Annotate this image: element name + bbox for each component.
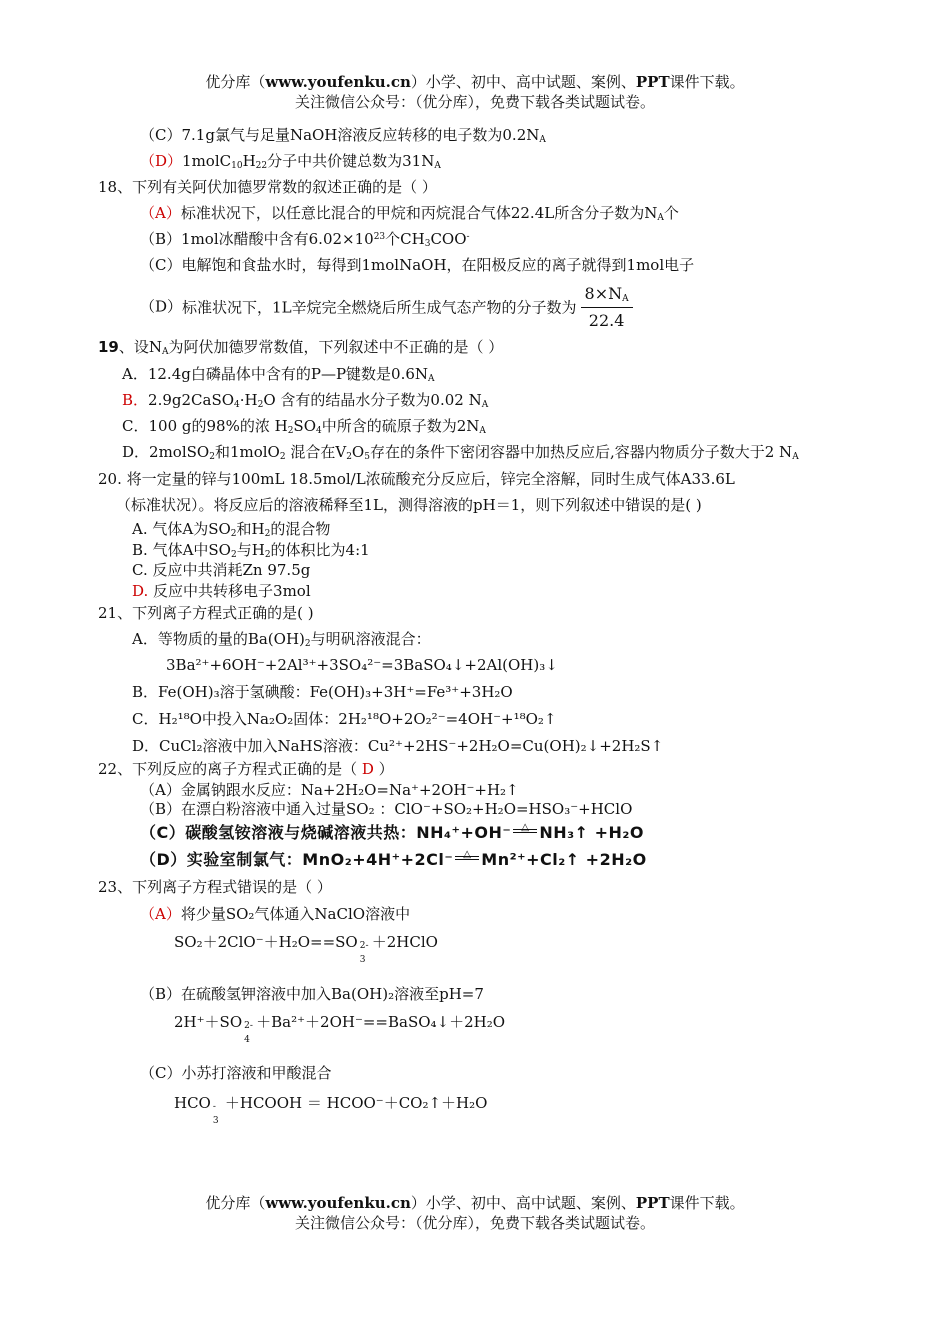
q22-option-d: （D）实验室制氯气：MnO₂+4H⁺+2Cl⁻ △ Mn²⁺+Cl₂↑ +2H₂O (140, 849, 647, 874)
q21-option-a-equation: 3Ba²⁺+6OH⁻+2Al³⁺+3SO₄²⁻=3BaSO₄↓+2Al(OH)₃↓ (166, 656, 558, 674)
q20-option-a: A. 气体A为$SO_2$和$H_2$的混合物 (132, 520, 331, 539)
q17-option-d: $(D)1molC_{10}H_{22}$分子中共价键总数为$31N_A$ (140, 152, 441, 171)
q22-option-c: （C）碳酸氢铵溶液与烧碱溶液共热：NH₄⁺+OH⁻ △ NH₃↑ +H₂O (140, 822, 644, 847)
q18-fraction: $\frac{8\times N_A}{22.4}$ (581, 283, 633, 332)
q23-option-b: （B）在硫酸氢钾溶液中加入Ba(OH)₂溶液至pH=7 (140, 985, 484, 1003)
q17-option-c: （C）7.1g氯气与足量NaOH溶液反应转移的电子数为$0.2N_A$ (140, 126, 546, 145)
q20-stem-line1: 20. 将一定量的锌与100mL 18.5mol/L浓硫酸充分反应后，锌完全溶解，同时生成气体A33.6L (98, 470, 735, 488)
footer-line-1: 优分库（www.youfenku.cn）小学、初中、高中试题、案例、PPT课件下载。 (205, 1194, 745, 1212)
header-line-2: 关注微信公众号：（优分库），免费下载各类试题试卷。 (294, 93, 655, 111)
q18-option-d: （D）标准状况下，1L辛烷完全燃烧后所生成气态产物的分子数为 $\frac{8\times N_A}{22.4}$ (140, 283, 633, 332)
q23-option-a: （A）将少量SO₂气体通入NaClO溶液中 (140, 905, 411, 923)
q21-option-c: C．H₂¹⁸O中投入Na₂O₂固体：2H₂¹⁸O+2O₂²⁻=4OH⁻+¹⁸O₂↑ (132, 710, 557, 728)
q19-option-c: C．100 g的98%的浓 $H_2SO_4$中所含的硫原子数为$2N_A$ (122, 417, 486, 436)
q20-option-c: C. 反应中共消耗Zn 97.5g (132, 561, 311, 579)
q19-stem: 19、设$N_A$为阿伏加德罗常数值，下列叙述中不正确的是（ ） (98, 338, 504, 357)
q22-stem: 22、下列反应的离子方程式正确的是（ D ） (98, 760, 394, 778)
q18-option-a: （A）标准状况下，以任意比混合的甲烷和丙烷混合气体22.4L所含分子数为$N_A$个 (140, 204, 679, 223)
q20-option-b: B. 气体A中$SO_2$与$H_2$的体积比为4:1 (132, 541, 370, 560)
q18-option-b: （B）1mol冰醋酸中含有$6.02\times 10^{23}$个$CH_3COO^-$ (140, 230, 470, 249)
q21-option-b: B．Fe(OH)₃溶于氢碘酸：Fe(OH)₃+3H⁺=Fe³⁺+3H₂O (132, 683, 513, 701)
q22-option-a: （A）金属钠跟水反应：Na+2H₂O=Na⁺+2OH⁻+H₂↑ (140, 781, 519, 799)
q19-option-b: B．$2.9g2CaSO_4\cdot H_2O$ 含有的结晶水分子数为0.02 $N_A$ (122, 391, 489, 410)
q20-option-d: D. 反应中共转移电子3mol (132, 582, 311, 600)
q17-d-label-red: （D） (140, 152, 183, 170)
q23-option-b-equation: 2H⁺＋SO 2- 4 ＋Ba²⁺＋2OH⁻==BaSO₄↓＋2H₂O (174, 1013, 506, 1045)
q21-option-d: D．CuCl₂溶液中加入NaHS溶液：Cu²⁺+2HS⁻+2H₂O=Cu(OH)₂↓+2H₂S↑ (132, 737, 664, 755)
q21-option-a: A．等物质的量的$Ba(OH)_2$与明矾溶液混合： (132, 630, 431, 649)
header-site-link[interactable]: www.youfenku.cn (265, 73, 411, 91)
heat-condition-equals-sign: △ (453, 849, 481, 874)
q23-option-c-equation: HCO - 3 ＋HCOOH ＝ HCOO⁻＋CO₂↑＋H₂O (174, 1094, 488, 1126)
q21-stem: 21、下列离子方程式正确的是( ) (98, 604, 314, 622)
q23-option-c: （C）小苏打溶液和甲酸混合 (140, 1064, 332, 1082)
q18-stem: 18、下列有关阿伏加德罗常数的叙述正确的是（ ） (98, 178, 437, 196)
q19-option-d: D．2molSO$_2$和1molO$_2$ 混合在$V_2O_5$存在的条件下密闭容器中加热反应后,容器内物质分子数大于2 $N_A$ (122, 443, 799, 462)
page-header (0, 72, 950, 112)
q22-answer: D (361, 760, 374, 778)
q20-stem-line2: （标准状况）。将反应后的溶液稀释至1L，测得溶液的pH＝1，则下列叙述中错误的是( ) (116, 496, 702, 514)
footer-line-2: 关注微信公众号：（优分库），免费下载各类试题试卷。 (294, 1214, 655, 1232)
q18-option-c: （C）电解饱和食盐水时，每得到1molNaOH，在阳极反应的离子就得到1mol电子 (140, 256, 695, 274)
heat-condition-equals-sign: △ (511, 822, 539, 847)
q23-stem: 23、下列离子方程式错误的是（ ） (98, 878, 332, 896)
page-footer (0, 1193, 950, 1233)
footer-site-link[interactable]: www.youfenku.cn (265, 1194, 411, 1212)
q22-option-b: （B）在漂白粉溶液中通入过量SO₂ ：ClO⁻+SO₂+H₂O=HSO₃⁻+HClO (140, 800, 633, 818)
q23-option-a-equation: SO₂＋2ClO⁻＋H₂O==SO 2- 3 ＋2HClO (174, 933, 438, 965)
q19-option-a: A．12.4g白磷晶体中含有的P—P键数是$0.6N_A$ (122, 365, 435, 384)
header-line-1: 优分库（www.youfenku.cn）小学、初中、高中试题、案例、PPT课件下载。 (205, 73, 745, 91)
